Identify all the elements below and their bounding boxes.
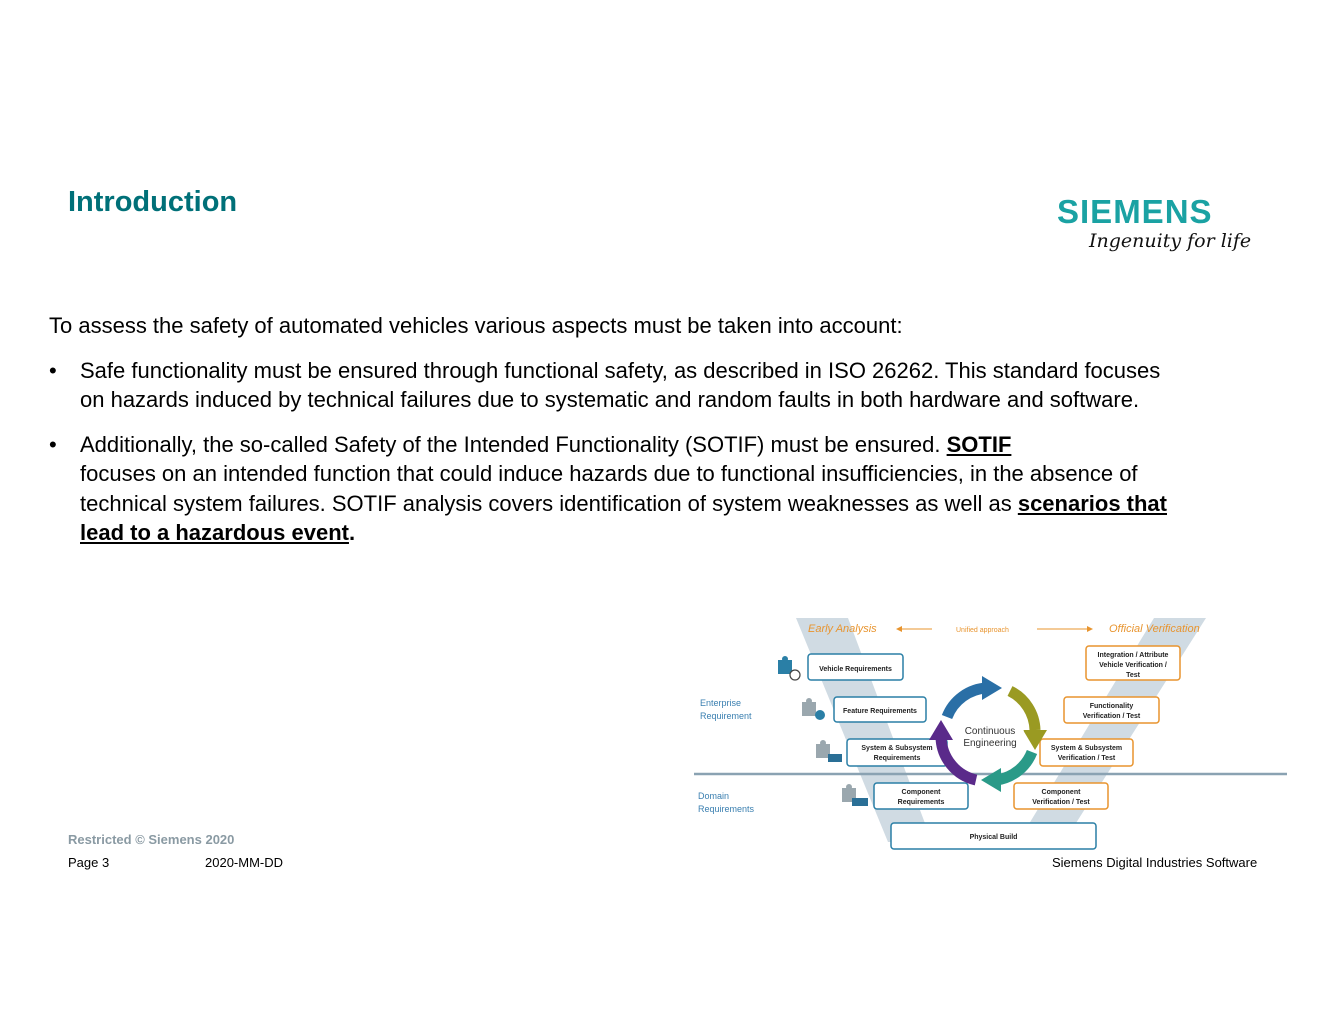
slide-date: 2020-MM-DD	[205, 855, 284, 870]
logo-tagline: Ingenuity for life	[1089, 230, 1252, 252]
bullet-marker: •	[49, 431, 57, 457]
bullet-text: Safe functionality must be ensured through functional safety, as described in ISO 26262. This standard focuses on hazards induced by technical failures due to systematic and random faults in both hardware and software.	[80, 357, 1161, 412]
domain-label-1: Domain	[698, 791, 730, 801]
system-verification-label-1: System & Subsystem	[1050, 745, 1123, 752]
slide-body	[49, 311, 1179, 563]
bullet-end-period: .	[348, 520, 356, 545]
page-number: Page 3	[68, 855, 110, 870]
puzzle-icon	[802, 698, 825, 720]
company-name: Siemens Digital Industries Software	[1052, 855, 1258, 870]
sotif-emphasis: SOTIF	[946, 431, 1012, 457]
puzzle-icon	[778, 656, 800, 680]
physical-build-label: Physical Build	[969, 834, 1018, 841]
engineering-label: Engineering	[963, 738, 1017, 749]
feature-requirements-label: Feature Requirements	[843, 708, 917, 715]
scenarios-emphasis: scenarios that lead to a hazardous event	[80, 490, 1167, 545]
system-requirements-label-1: System & Subsystem	[861, 745, 933, 752]
bullet-text: Additionally, the so-called Safety of the Intended Functionality (SOTIF) must be ensured.	[80, 431, 941, 457]
vehicle-requirements-label: Vehicle Requirements	[819, 666, 892, 673]
bullet-item-sotif	[49, 430, 1179, 548]
puzzle-icon	[816, 740, 842, 762]
puzzle-icon	[842, 784, 868, 806]
v-model-diagram	[692, 612, 1292, 857]
official-verification-label: Official Verification	[1109, 623, 1200, 635]
integration-label-2: Vehicle Verification /	[1099, 662, 1167, 669]
component-verification-label-2: Verification / Test	[1032, 799, 1090, 806]
unified-approach-label: Unified approach	[956, 627, 1009, 634]
component-requirements-label-1: Component	[901, 789, 941, 796]
functionality-label-1: Functionality	[1089, 703, 1134, 710]
slide-title: Introduction	[68, 186, 238, 218]
bullet-list	[49, 356, 1179, 548]
system-verification-label-2: Verification / Test	[1057, 755, 1116, 762]
early-analysis-label: Early Analysis	[808, 623, 877, 635]
enterprise-label-1: Enterprise	[700, 698, 742, 708]
bullet-marker: •	[49, 357, 57, 383]
continuous-label: Continuous	[964, 726, 1016, 737]
component-verification-label-1: Component	[1041, 789, 1081, 796]
bullet-item-functional-safety	[49, 356, 1179, 415]
functionality-label-2: Verification / Test	[1082, 713, 1141, 720]
restricted-notice: Restricted © Siemens 2020	[68, 832, 235, 847]
bullet-text-continued: focuses on an intended function that could induce hazards due to functional insufficiencies, in the absence of technical system failures. SOTIF analysis covers identification of system weaknesses as well as	[80, 461, 1138, 516]
logo-wordmark: SIEMENS	[1057, 193, 1213, 230]
system-requirements-label-2: Requirements	[873, 755, 921, 762]
intro-text: To assess the safety of automated vehicles various aspects must be taken into account:	[49, 313, 903, 338]
integration-label-1: Integration / Attribute	[1097, 652, 1169, 659]
siemens-logo	[1057, 194, 1257, 264]
enterprise-label-2: Requirement	[700, 711, 752, 721]
integration-label-3: Test	[1126, 672, 1140, 679]
domain-label-2: Requirements	[698, 804, 755, 814]
component-requirements-label-2: Requirements	[897, 799, 945, 806]
